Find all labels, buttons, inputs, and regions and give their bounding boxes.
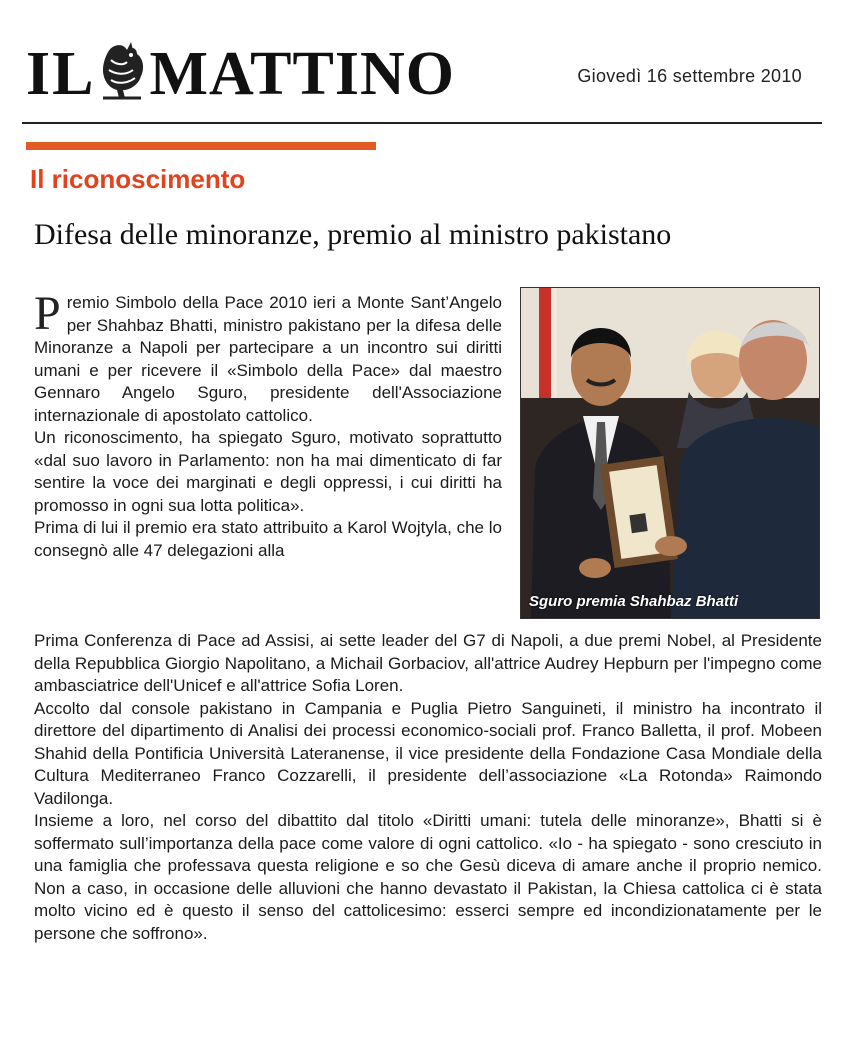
photo-illustration [521, 288, 819, 618]
rooster-icon [97, 40, 147, 102]
drop-cap: P [34, 287, 61, 340]
paragraph-5: Insieme a loro, nel corso del dibattito dal titolo «Diritti umani: tutela delle minoranze», Bhatti si è soffermato sull’importanza della pace come valore di ogni cattolico. «Io - ha spiegato - sono cresciuto in una famiglia che professava questa religione e so che Gesù diceva di amare anche il proprio nemico. Non a caso, in occasione delle alluvioni che hanno devastato il Pakistan, la Chiesa cattolica ci è stata molto vicino ed è questo il senso del cattolicesimo: esserci sempre ed incondizionatamente per le persone che soffrono». [34, 811, 822, 943]
paragraph-3-end: Prima Conferenza di Pace ad Assisi, ai sette leader del G7 di Napoli, a due premi Nobel, al Presidente della Repubblica Giorgio Napolitano, a Michail Gorbaciov, all'attrice Audrey Hepburn per l'impegno come ambasciatrice dell'Unicef e all'attrice Sofia Loren. [34, 631, 822, 695]
article-headline: Difesa delle minoranze, premio al ministro pakistano [34, 218, 672, 251]
paragraph-2: Un riconoscimento, ha spiegato Sguro, motivato soprattutto «dal suo lavoro in Parlamento: non ha mai dimenticato di far sentire la voce dei marginati e degli oppressi, i cui diritti ha promosso in ogni sua lotta politica». [34, 428, 502, 515]
masthead-mattino: MATTINO [149, 40, 456, 108]
paragraph-1 [34, 287, 502, 427]
publication-date: Giovedì 16 settembre 2010 [577, 66, 802, 86]
photo-caption: Sguro premia Shahbaz Bhatti [529, 593, 739, 610]
paragraph-1-text: remio Simbolo della Pace 2010 ieri a Monte Sant’Angelo per Shahbaz Bhatti, ministro pakistano per la difesa delle Minoranze a Napoli per partecipare a un incontro sui diritti umani e per ricevere il «Simbolo della Pace» dal maestro Gennaro Angelo Sguro, presidente dell'Associazione internazionale di apostolato cattolico. [34, 293, 502, 425]
paragraph-4: Accolto dal console pakistano in Campania e Puglia Pietro Sanguineti, il ministro ha incontrato il direttore del dipartimento di Analisi dei processi economico-sociali prof. Franco Balletta, il prof. Mobeen Shahid della Pontificia Università Lateranense, il vice presidente della Fondazione Casa Mondiale della Cultura Mediterraneo Franco Cozzarelli, il presidente dell’associazione «La Rotonda» Raimondo Vadilonga. [34, 698, 822, 808]
article-column-left [34, 287, 502, 562]
article-column-full [34, 630, 822, 945]
header-divider [22, 122, 822, 124]
masthead-il: IL [26, 40, 96, 108]
masthead-logo [26, 40, 456, 108]
section-accent-bar [26, 142, 376, 150]
article-photo [520, 287, 820, 619]
article-kicker: Il riconoscimento [30, 164, 246, 194]
paragraph-3-start: Prima di lui il premio era stato attribuito a Karol Wojtyla, che lo consegnò alle 47 delegazioni alla [34, 518, 502, 560]
